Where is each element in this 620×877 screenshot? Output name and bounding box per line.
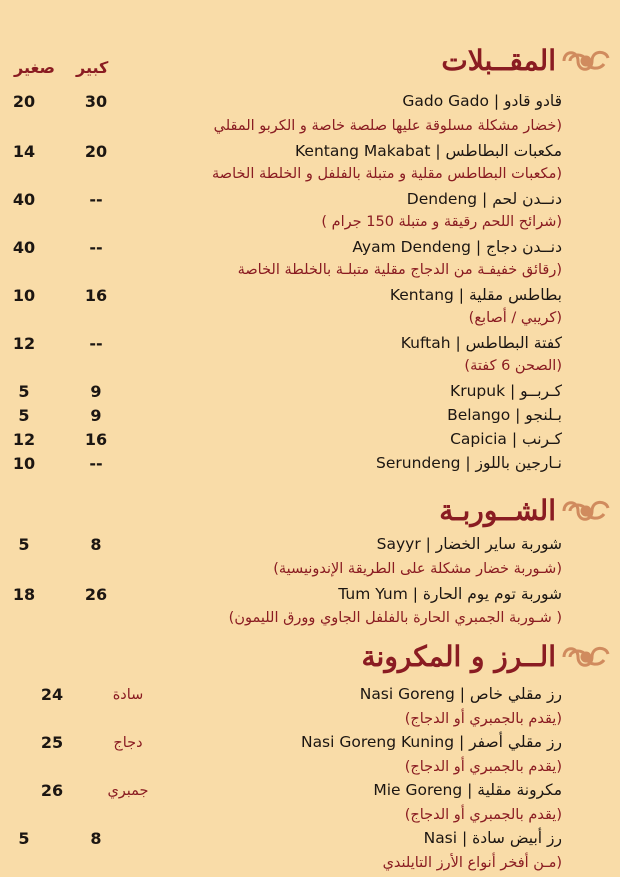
item-price-small: 5 [18,535,30,554]
item-price-large: 26 [84,585,108,604]
item-price-small: 18 [12,585,36,604]
item-description: (يقدم بالجمبري أو الدجاج) [404,759,562,775]
item-name: شوربة توم يوم الحارة | Tum Yum [338,585,562,603]
item-variant: دجاج [113,735,143,751]
item-price-large: 16 [84,286,108,305]
item-price-large: -- [89,454,103,473]
item-price: 24 [40,685,64,704]
item-name: كفتة البطاطس | Kuftah [400,334,562,352]
item-name: قادو قادو | Gado Gado [402,92,562,110]
item-name: مكرونة مقلية | Mie Goreng [373,781,562,799]
item-name: دنــدن لحم | Dendeng [406,190,562,208]
item-description: (شـوربة خضار مشكلة على الطريقة الإندونيسية) [273,561,562,577]
item-price: 25 [40,733,64,752]
section-title-soups: الشــوربـة [439,494,556,527]
item-name: مكعبات البطاطس | Kentang Makabat [295,142,562,160]
item-name: كـرنب | Capicia [450,430,562,448]
item-price: 26 [40,781,64,800]
item-price-large: 30 [84,92,108,111]
item-description: (يقدم بالجمبري أو الدجاج) [404,807,562,823]
item-name: كـربــو | Krupuk [450,382,562,400]
item-description: (مكعبات البطاطس مقلية و متبلة بالفلفل و الخلطة الخاصة [212,166,562,182]
item-price-small: 10 [12,286,36,305]
item-description: (خضار مشكلة مسلوقة عليها صلصة خاصة و الكربو المقلي [213,118,562,134]
ornament-icon [560,44,612,78]
item-price-small: 5 [18,829,30,848]
item-price-large: -- [89,190,103,209]
item-name: دنــدن دجاج | Ayam Dendeng [352,238,562,256]
item-price-small: 40 [12,238,36,257]
header-small: صغير [14,58,55,77]
item-price-small: 14 [12,142,36,161]
item-price-large: 16 [84,430,108,449]
item-price-large: -- [89,238,103,257]
section-title-rice: الــرز و المكرونة [361,640,556,673]
item-variant: سادة [112,687,144,703]
item-name: رز مقلي أصفر | Nasi Goreng Kuning [300,733,562,751]
item-description: (كريبي / أصابع) [468,310,562,326]
section-title-appetizers: المقــبلات [441,44,556,77]
item-description: (شرائح اللحم رقيقة و متبلة 150 جرام ) [321,214,562,230]
item-price-small: 5 [18,382,30,401]
item-price-small: 20 [12,92,36,111]
item-price-large: 8 [90,829,102,848]
item-name: رز أبيض سادة | Nasi [423,829,562,847]
item-price-small: 40 [12,190,36,209]
item-description: ( شـوربة الجمبري الحارة بالفلفل الجاوي وورق الليمون) [228,610,562,626]
item-name: بـلنجو | Belango [447,406,562,424]
item-name: شوربة ساير الخضار | Sayyr [376,535,562,553]
ornament-icon [560,640,612,674]
item-price-small: 12 [12,334,36,353]
item-price-large: 8 [90,535,102,554]
item-description: (مـن أفخر أنواع الأرز التايلندي [382,855,562,871]
item-price-small: 12 [12,430,36,449]
item-description: (رقائق خفيفـة من الدجاج مقلية متبلـة بالخلطة الخاصة [237,262,562,278]
item-variant: جمبري [107,783,149,799]
item-price-large: 20 [84,142,108,161]
item-price-small: 10 [12,454,36,473]
item-price-large: 9 [90,382,102,401]
item-description: (يقدم بالجمبري أو الدجاج) [404,711,562,727]
item-name: نـارجين باللوز | Serundeng [376,454,562,472]
item-name: بطاطس مقلية | Kentang [389,286,562,304]
item-name: رز مقلي خاص | Nasi Goreng [359,685,562,703]
item-price-large: 9 [90,406,102,425]
item-description: (الصحن 6 كفتة) [464,358,562,374]
ornament-icon [560,494,612,528]
item-price-large: -- [89,334,103,353]
item-price-small: 5 [18,406,30,425]
header-large: كبير [76,58,109,77]
